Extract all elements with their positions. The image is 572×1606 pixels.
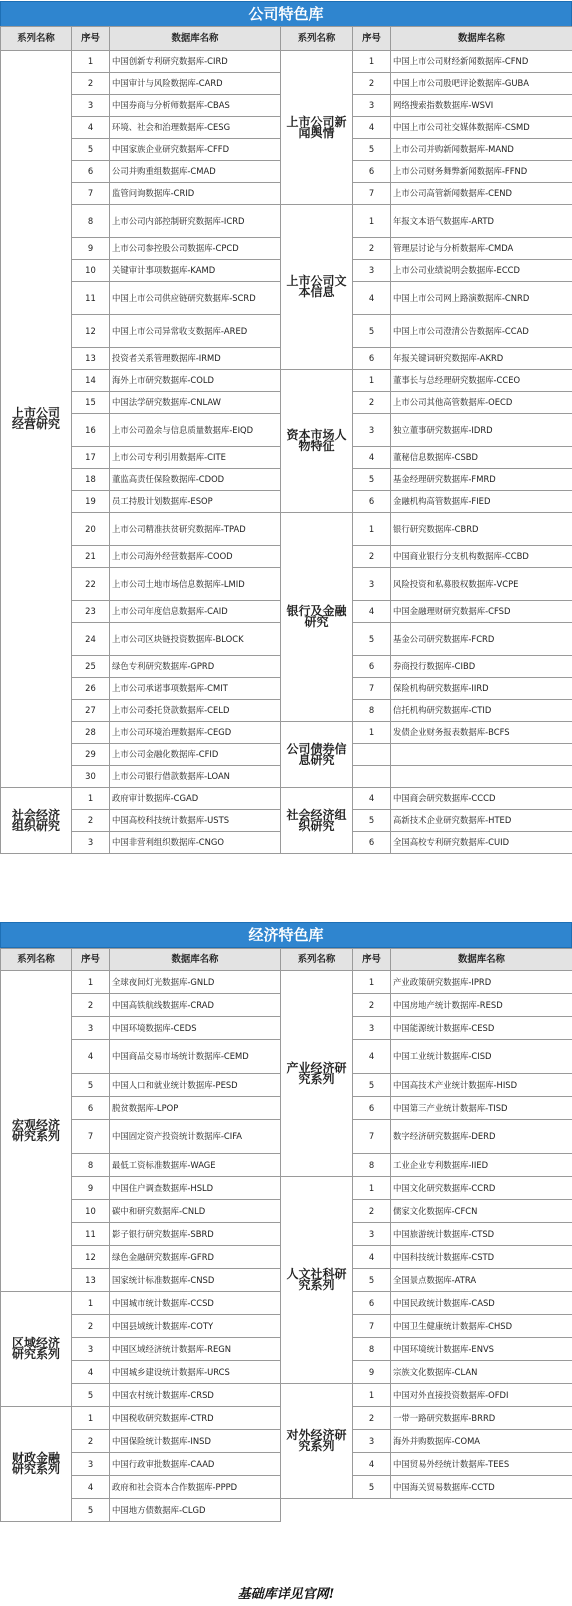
database-name-cell: 中国上市公司异常收支数据库-ARED <box>110 315 281 348</box>
row-number-cell: 5 <box>353 469 391 491</box>
database-name-cell: 中国房地产统计数据库-RESD <box>391 994 572 1017</box>
row-number-cell: 4 <box>353 117 391 139</box>
series-name-line: 对外经济研 <box>286 1428 347 1442</box>
table-row <box>1 205 572 238</box>
table-row <box>1 1177 572 1200</box>
series-name-line: 织研究 <box>298 818 335 833</box>
database-name-cell: 中国科技统计数据库-CSTD <box>391 1246 572 1269</box>
row-number-cell: 3 <box>353 1430 391 1453</box>
database-name-cell: 中国工业统计数据库-CISD <box>391 1040 572 1074</box>
database-name-cell: 高新技术企业研究数据库-HTED <box>391 810 572 832</box>
row-number-cell: 20 <box>72 513 110 546</box>
row-number-cell: 6 <box>353 348 391 370</box>
table-header-row <box>1 27 572 51</box>
row-number-cell: 7 <box>72 183 110 205</box>
series-name-line: 物特征 <box>298 439 335 453</box>
row-number-cell: 1 <box>353 971 391 994</box>
database-name-cell: 中国创新专利研究数据库-CIRD <box>110 51 281 73</box>
row-number-cell: 15 <box>72 392 110 414</box>
database-name-cell: 中国商会研究数据库-CCCD <box>391 788 572 810</box>
database-name-cell: 中国高技术产业统计数据库-HISD <box>391 1074 572 1097</box>
series-name-cell <box>281 205 353 370</box>
database-name-cell: 上市公司精准扶贫研究数据库-TPAD <box>110 513 281 546</box>
row-number-cell: 1 <box>353 513 391 546</box>
database-name-cell: 脱贫数据库-LPOP <box>110 1097 281 1120</box>
database-name-cell: 绿色专利研究数据库-GPRD <box>110 656 281 678</box>
row-number-cell: 1 <box>72 1292 110 1315</box>
series-name-line: 组织研究 <box>11 818 60 833</box>
database-name-cell: 中国人口和就业统计数据库-PESD <box>110 1074 281 1097</box>
database-name-cell: 中国地方债数据库-CLGD <box>110 1499 281 1522</box>
row-number-cell: 3 <box>72 1338 110 1361</box>
series-name-cell <box>1 971 72 1292</box>
row-number-cell: 11 <box>72 282 110 315</box>
series-name-cell <box>1 51 72 788</box>
column-header: 数据库名称 <box>391 949 572 971</box>
row-number-cell: 2 <box>353 1407 391 1430</box>
row-number-cell: 5 <box>353 1476 391 1499</box>
database-name-cell <box>391 766 572 788</box>
row-number-cell: 6 <box>353 1292 391 1315</box>
database-name-cell: 中国对外直接投资数据库-OFDI <box>391 1384 572 1407</box>
series-name-line: 人文社科研 <box>286 1267 347 1281</box>
database-name-cell: 上市公司金融化数据库-CFID <box>110 744 281 766</box>
database-name-cell: 上市公司盈余与信息质量数据库-EIQD <box>110 414 281 447</box>
row-number-cell: 4 <box>72 117 110 139</box>
database-name-cell: 中国家族企业研究数据库-CFFD <box>110 139 281 161</box>
table-row <box>1 722 572 744</box>
database-name-cell: 中国高校科技统计数据库-USTS <box>110 810 281 832</box>
row-number-cell: 3 <box>72 1017 110 1040</box>
economy-database-table <box>0 948 572 1522</box>
database-name-cell: 投资者关系管理数据库-IRMD <box>110 348 281 370</box>
row-number-cell: 5 <box>353 810 391 832</box>
series-name-line: 资本市场人 <box>286 428 347 442</box>
database-name-cell: 年报文本语气数据库-ARTD <box>391 205 572 238</box>
row-number-cell: 1 <box>72 1407 110 1430</box>
database-name-cell: 中国上市公司社交媒体数据库-CSMD <box>391 117 572 139</box>
database-name-cell: 上市公司承诺事项数据库-CMIT <box>110 678 281 700</box>
database-name-cell: 最低工资标准数据库-WAGE <box>110 1154 281 1177</box>
row-number-cell: 1 <box>353 1177 391 1200</box>
row-number-cell: 3 <box>353 1017 391 1040</box>
database-name-cell: 海外并购数据库-COMA <box>391 1430 572 1453</box>
database-name-cell: 宗族文化数据库-CLAN <box>391 1361 572 1384</box>
row-number-cell: 23 <box>72 601 110 623</box>
row-number-cell: 2 <box>353 73 391 95</box>
series-name-line: 上市公司新 <box>286 114 347 129</box>
database-name-cell: 中国行政审批数据库-CAAD <box>110 1453 281 1476</box>
column-header: 序号 <box>72 949 110 971</box>
row-number-cell: 2 <box>353 392 391 414</box>
database-name-cell: 中国城乡建设统计数据库-URCS <box>110 1361 281 1384</box>
row-number-cell: 4 <box>353 601 391 623</box>
database-name-cell: 中国环境统计数据库-ENVS <box>391 1338 572 1361</box>
row-number-cell: 2 <box>72 1315 110 1338</box>
database-name-cell: 上市公司内部控制研究数据库-ICRD <box>110 205 281 238</box>
database-name-cell: 中国券商与分析师数据库-CBAS <box>110 95 281 117</box>
row-number-cell: 12 <box>72 315 110 348</box>
database-name-cell: 中国上市公司供应链研究数据库-SCRD <box>110 282 281 315</box>
row-number-cell: 8 <box>353 1338 391 1361</box>
series-name-line: 研究系列 <box>11 1129 60 1143</box>
row-number-cell: 6 <box>353 832 391 854</box>
row-number-cell: 4 <box>353 447 391 469</box>
row-number-cell: 7 <box>353 1315 391 1338</box>
row-number-cell: 30 <box>72 766 110 788</box>
series-name-cell <box>1 1292 72 1407</box>
row-number-cell: 3 <box>72 95 110 117</box>
database-name-cell: 管理层讨论与分析数据库-CMDA <box>391 238 572 260</box>
database-name-cell: 工业企业专利数据库-IIED <box>391 1154 572 1177</box>
database-name-cell <box>391 744 572 766</box>
column-header: 序号 <box>353 949 391 971</box>
row-number-cell: 7 <box>353 678 391 700</box>
row-number-cell: 4 <box>72 1476 110 1499</box>
row-number-cell: 6 <box>72 1097 110 1120</box>
row-number-cell: 10 <box>72 1200 110 1223</box>
database-name-cell: 中国上市公司澄清公告数据库-CCAD <box>391 315 572 348</box>
row-number-cell: 6 <box>353 161 391 183</box>
row-number-cell: 13 <box>72 1269 110 1292</box>
database-name-cell: 国家统计标准数据库-CNSD <box>110 1269 281 1292</box>
row-number-cell: 6 <box>72 161 110 183</box>
row-number-cell: 2 <box>353 994 391 1017</box>
row-number-cell: 2 <box>72 810 110 832</box>
database-name-cell: 一带一路研究数据库-BRRD <box>391 1407 572 1430</box>
row-number-cell: 1 <box>353 1384 391 1407</box>
series-name-cell <box>281 788 353 854</box>
database-name-cell: 中国住户调查数据库-HSLD <box>110 1177 281 1200</box>
database-name-cell: 中国商业银行分支机构数据库-CCBD <box>391 546 572 568</box>
series-name-line: 研究 <box>304 615 329 629</box>
series-name-cell <box>281 370 353 513</box>
row-number-cell: 3 <box>353 95 391 117</box>
database-name-cell: 中国农村统计数据库-CRSD <box>110 1384 281 1407</box>
row-number-cell: 7 <box>353 183 391 205</box>
database-name-cell: 中国金融理财研究数据库-CFSD <box>391 601 572 623</box>
row-number-cell: 6 <box>353 491 391 513</box>
row-number-cell: 2 <box>72 1430 110 1453</box>
database-name-cell: 金融机构高管数据库-FIED <box>391 491 572 513</box>
row-number-cell: 5 <box>72 1384 110 1407</box>
row-number-cell: 5 <box>353 1269 391 1292</box>
database-name-cell: 中国上市公司网上路演数据库-CNRD <box>391 282 572 315</box>
row-number-cell: 21 <box>72 546 110 568</box>
database-name-cell: 上市公司银行借款数据库-LOAN <box>110 766 281 788</box>
database-name-cell: 中国民政统计数据库-CASD <box>391 1292 572 1315</box>
database-name-cell: 中国贸易外经统计数据库-TEES <box>391 1453 572 1476</box>
database-name-cell: 全球夜间灯光数据库-GNLD <box>110 971 281 994</box>
row-number-cell: 17 <box>72 447 110 469</box>
row-number-cell: 4 <box>72 1040 110 1074</box>
row-number-cell: 25 <box>72 656 110 678</box>
row-number-cell: 19 <box>72 491 110 513</box>
row-number-cell: 1 <box>353 370 391 392</box>
database-name-cell: 信托机构研究数据库-CTID <box>391 700 572 722</box>
row-number-cell: 5 <box>72 1074 110 1097</box>
database-name-cell: 网络搜索指数数据库-WSVI <box>391 95 572 117</box>
column-header: 系列名称 <box>1 27 72 51</box>
database-name-cell: 影子银行研究数据库-SBRD <box>110 1223 281 1246</box>
database-name-cell: 海外上市研究数据库-COLD <box>110 370 281 392</box>
row-number-cell: 1 <box>72 971 110 994</box>
row-number-cell: 10 <box>72 260 110 282</box>
database-name-cell: 中国非营利组织数据库-CNGO <box>110 832 281 854</box>
database-name-cell: 上市公司并购新闻数据库-MAND <box>391 139 572 161</box>
database-name-cell: 环境、社会和治理数据库-CESG <box>110 117 281 139</box>
series-name-line: 本信息 <box>298 285 335 299</box>
series-name-line: 银行及金融 <box>286 604 347 618</box>
database-name-cell: 中国县域统计数据库-COTY <box>110 1315 281 1338</box>
database-name-cell: 风险投资和私募股权数据库-VCPE <box>391 568 572 601</box>
series-name-line: 社会经济组 <box>286 807 347 822</box>
database-name-cell: 产业政策研究数据库-IPRD <box>391 971 572 994</box>
database-name-cell: 发债企业财务报表数据库-BCFS <box>391 722 572 744</box>
row-number-cell: 4 <box>72 1361 110 1384</box>
row-number-cell: 11 <box>72 1223 110 1246</box>
row-number-cell: 1 <box>353 51 391 73</box>
database-name-cell: 关键审计事项数据库-KAMD <box>110 260 281 282</box>
database-name-cell: 上市公司年度信息数据库-CAID <box>110 601 281 623</box>
row-number-cell: 5 <box>72 1499 110 1522</box>
row-number-cell: 3 <box>72 832 110 854</box>
row-number-cell: 6 <box>353 656 391 678</box>
database-name-cell: 中国环境数据库-CEDS <box>110 1017 281 1040</box>
row-number-cell: 5 <box>72 139 110 161</box>
row-number-cell: 4 <box>353 788 391 810</box>
economy-section-title: 经济特色库 <box>0 922 572 948</box>
series-name-cell <box>281 1177 353 1384</box>
row-number-cell <box>353 744 391 766</box>
column-header: 数据库名称 <box>110 949 281 971</box>
table-row <box>1 788 572 810</box>
database-name-cell: 中国海关贸易数据库-CCTD <box>391 1476 572 1499</box>
row-number-cell: 2 <box>353 546 391 568</box>
column-header: 序号 <box>353 27 391 51</box>
footer-note: 基础库详见官网! <box>237 1587 335 1602</box>
database-name-cell: 中国旅游统计数据库-CTSD <box>391 1223 572 1246</box>
row-number-cell: 3 <box>353 414 391 447</box>
row-number-cell: 13 <box>72 348 110 370</box>
row-number-cell: 2 <box>72 994 110 1017</box>
series-name-cell <box>281 51 353 205</box>
row-number-cell: 9 <box>72 238 110 260</box>
series-name-cell <box>1 788 72 854</box>
row-number-cell: 5 <box>353 623 391 656</box>
series-name-line: 产业经济研 <box>286 1060 347 1075</box>
database-name-cell: 碳中和研究数据库-CNLD <box>110 1200 281 1223</box>
series-name-line: 究系列 <box>298 1439 335 1453</box>
row-number-cell: 26 <box>72 678 110 700</box>
row-number-cell: 1 <box>353 205 391 238</box>
row-number-cell: 8 <box>353 700 391 722</box>
row-number-cell: 8 <box>72 1154 110 1177</box>
database-name-cell: 上市公司土地市场信息数据库-LMID <box>110 568 281 601</box>
series-name-line: 研究系列 <box>11 1462 60 1476</box>
database-name-cell: 中国上市公司股吧评论数据库-GUBA <box>391 73 572 95</box>
column-header: 系列名称 <box>281 27 353 51</box>
row-number-cell: 2 <box>353 238 391 260</box>
database-name-cell: 儒家文化数据库-CFCN <box>391 1200 572 1223</box>
database-name-cell: 中国文化研究数据库-CCRD <box>391 1177 572 1200</box>
series-name-line: 上市公司文 <box>286 274 347 288</box>
row-number-cell: 24 <box>72 623 110 656</box>
database-name-cell: 上市公司委托贷款数据库-CELD <box>110 700 281 722</box>
database-name-cell: 年报关键词研究数据库-AKRD <box>391 348 572 370</box>
table-header-row <box>1 949 572 971</box>
row-number-cell: 1 <box>72 51 110 73</box>
row-number-cell: 8 <box>72 205 110 238</box>
series-name-line: 公司债券信 <box>286 741 347 756</box>
row-number-cell: 2 <box>72 73 110 95</box>
series-name-cell <box>281 513 353 722</box>
database-name-cell: 上市公司环境治理数据库-CEGD <box>110 722 281 744</box>
company-section-title: 公司特色库 <box>0 1 572 27</box>
database-name-cell: 中国审计与风险数据库-CARD <box>110 73 281 95</box>
row-number-cell: 7 <box>353 1120 391 1154</box>
database-name-cell: 中国商品交易市场统计数据库-CEMD <box>110 1040 281 1074</box>
row-number-cell: 6 <box>353 1097 391 1120</box>
database-name-cell: 中国法学研究数据库-CNLAW <box>110 392 281 414</box>
row-number-cell: 12 <box>72 1246 110 1269</box>
database-name-cell: 政府审计数据库-CGAD <box>110 788 281 810</box>
database-name-cell: 全国景点数据库-ATRA <box>391 1269 572 1292</box>
series-name-line: 宏观经济 <box>11 1118 60 1132</box>
row-number-cell: 7 <box>72 1120 110 1154</box>
series-name-cell <box>1 1407 72 1522</box>
database-name-cell: 上市公司区块链投资数据库-BLOCK <box>110 623 281 656</box>
row-number-cell: 5 <box>353 315 391 348</box>
row-number-cell: 5 <box>353 1074 391 1097</box>
series-name-cell <box>281 971 353 1177</box>
row-number-cell: 3 <box>72 1453 110 1476</box>
row-number-cell: 8 <box>353 1154 391 1177</box>
database-name-cell: 中国能源统计数据库-CESD <box>391 1017 572 1040</box>
database-name-cell: 券商投行数据库-CIBD <box>391 656 572 678</box>
row-number-cell: 3 <box>353 1223 391 1246</box>
series-name-line: 闻舆情 <box>298 125 335 140</box>
series-name-line: 究系列 <box>298 1278 335 1292</box>
row-number-cell: 4 <box>353 1040 391 1074</box>
row-number-cell: 18 <box>72 469 110 491</box>
table-row <box>1 513 572 546</box>
table-row <box>1 1384 572 1407</box>
database-name-cell: 上市公司专利引用数据库-CITE <box>110 447 281 469</box>
database-name-cell: 中国第三产业统计数据库-TISD <box>391 1097 572 1120</box>
database-name-cell: 中国城市统计数据库-CCSD <box>110 1292 281 1315</box>
row-number-cell: 22 <box>72 568 110 601</box>
row-number-cell <box>353 766 391 788</box>
database-name-cell: 基金经理研究数据库-FMRD <box>391 469 572 491</box>
column-header: 数据库名称 <box>391 27 572 51</box>
series-name-cell <box>281 1384 353 1499</box>
row-number-cell: 9 <box>353 1361 391 1384</box>
column-header: 系列名称 <box>281 949 353 971</box>
database-name-cell: 董监高责任保险数据库-CDOD <box>110 469 281 491</box>
database-name-cell: 中国税收研究数据库-CTRD <box>110 1407 281 1430</box>
series-name-line: 经营研究 <box>11 417 60 431</box>
column-header: 序号 <box>72 27 110 51</box>
table-row <box>1 971 572 994</box>
column-header: 系列名称 <box>1 949 72 971</box>
series-name-cell <box>281 722 353 788</box>
database-name-cell: 董秘信息数据库-CSBD <box>391 447 572 469</box>
database-name-cell: 中国卫生健康统计数据库-CHSD <box>391 1315 572 1338</box>
database-name-cell: 绿色金融研究数据库-GFRD <box>110 1246 281 1269</box>
database-name-cell: 上市公司参控股公司数据库-CPCD <box>110 238 281 260</box>
row-number-cell: 4 <box>353 1453 391 1476</box>
database-name-cell: 中国上市公司财经新闻数据库-CFND <box>391 51 572 73</box>
row-number-cell: 27 <box>72 700 110 722</box>
row-number-cell: 28 <box>72 722 110 744</box>
database-name-cell: 董事长与总经理研究数据库-CCEO <box>391 370 572 392</box>
series-name-line: 息研究 <box>298 752 335 767</box>
database-name-cell: 上市公司其他高管数据库-OECD <box>391 392 572 414</box>
row-number-cell: 1 <box>72 788 110 810</box>
row-number-cell: 3 <box>353 260 391 282</box>
database-name-cell: 监管问询数据库-CRID <box>110 183 281 205</box>
database-name-cell: 中国固定资产投资统计数据库-CIFA <box>110 1120 281 1154</box>
series-name-line: 研究系列 <box>11 1347 60 1361</box>
row-number-cell: 29 <box>72 744 110 766</box>
database-name-cell: 公司并购重组数据库-CMAD <box>110 161 281 183</box>
row-number-cell: 14 <box>72 370 110 392</box>
database-name-cell: 独立董事研究数据库-IDRD <box>391 414 572 447</box>
row-number-cell: 1 <box>353 722 391 744</box>
database-name-cell: 员工持股计划数据库-ESOP <box>110 491 281 513</box>
series-name-line: 究系列 <box>298 1071 335 1086</box>
database-name-cell: 全国高校专利研究数据库-CUID <box>391 832 572 854</box>
row-number-cell: 9 <box>72 1177 110 1200</box>
table-row <box>1 1499 572 1522</box>
row-number-cell: 4 <box>353 1246 391 1269</box>
column-header: 数据库名称 <box>110 27 281 51</box>
row-number-cell: 5 <box>353 139 391 161</box>
row-number-cell: 2 <box>353 1200 391 1223</box>
database-name-cell: 上市公司业绩说明会数据库-ECCD <box>391 260 572 282</box>
series-name-line: 上市公司 <box>11 406 60 420</box>
table-row <box>1 370 572 392</box>
database-name-cell: 政府和社会资本合作数据库-PPPD <box>110 1476 281 1499</box>
row-number-cell: 16 <box>72 414 110 447</box>
database-name-cell: 上市公司海外经营数据库-COOD <box>110 546 281 568</box>
database-name-cell: 中国高铁航线数据库-CRAD <box>110 994 281 1017</box>
database-name-cell: 上市公司高管新闻数据库-CEND <box>391 183 572 205</box>
series-name-line: 社会经济 <box>11 807 60 822</box>
series-name-line: 区域经济 <box>11 1336 60 1350</box>
table-row <box>1 51 572 73</box>
database-name-cell: 保险机构研究数据库-IIRD <box>391 678 572 700</box>
database-name-cell: 银行研究数据库-CBRD <box>391 513 572 546</box>
row-number-cell: 3 <box>353 568 391 601</box>
row-number-cell: 4 <box>353 282 391 315</box>
database-name-cell: 基金公司研究数据库-FCRD <box>391 623 572 656</box>
database-name-cell: 上市公司财务舞弊新闻数据库-FFND <box>391 161 572 183</box>
series-name-line: 财政金融 <box>11 1451 60 1465</box>
company-database-table <box>0 26 572 854</box>
database-name-cell: 中国保险统计数据库-INSD <box>110 1430 281 1453</box>
database-name-cell: 数字经济研究数据库-DERD <box>391 1120 572 1154</box>
database-name-cell: 中国区域经济统计数据库-REGN <box>110 1338 281 1361</box>
